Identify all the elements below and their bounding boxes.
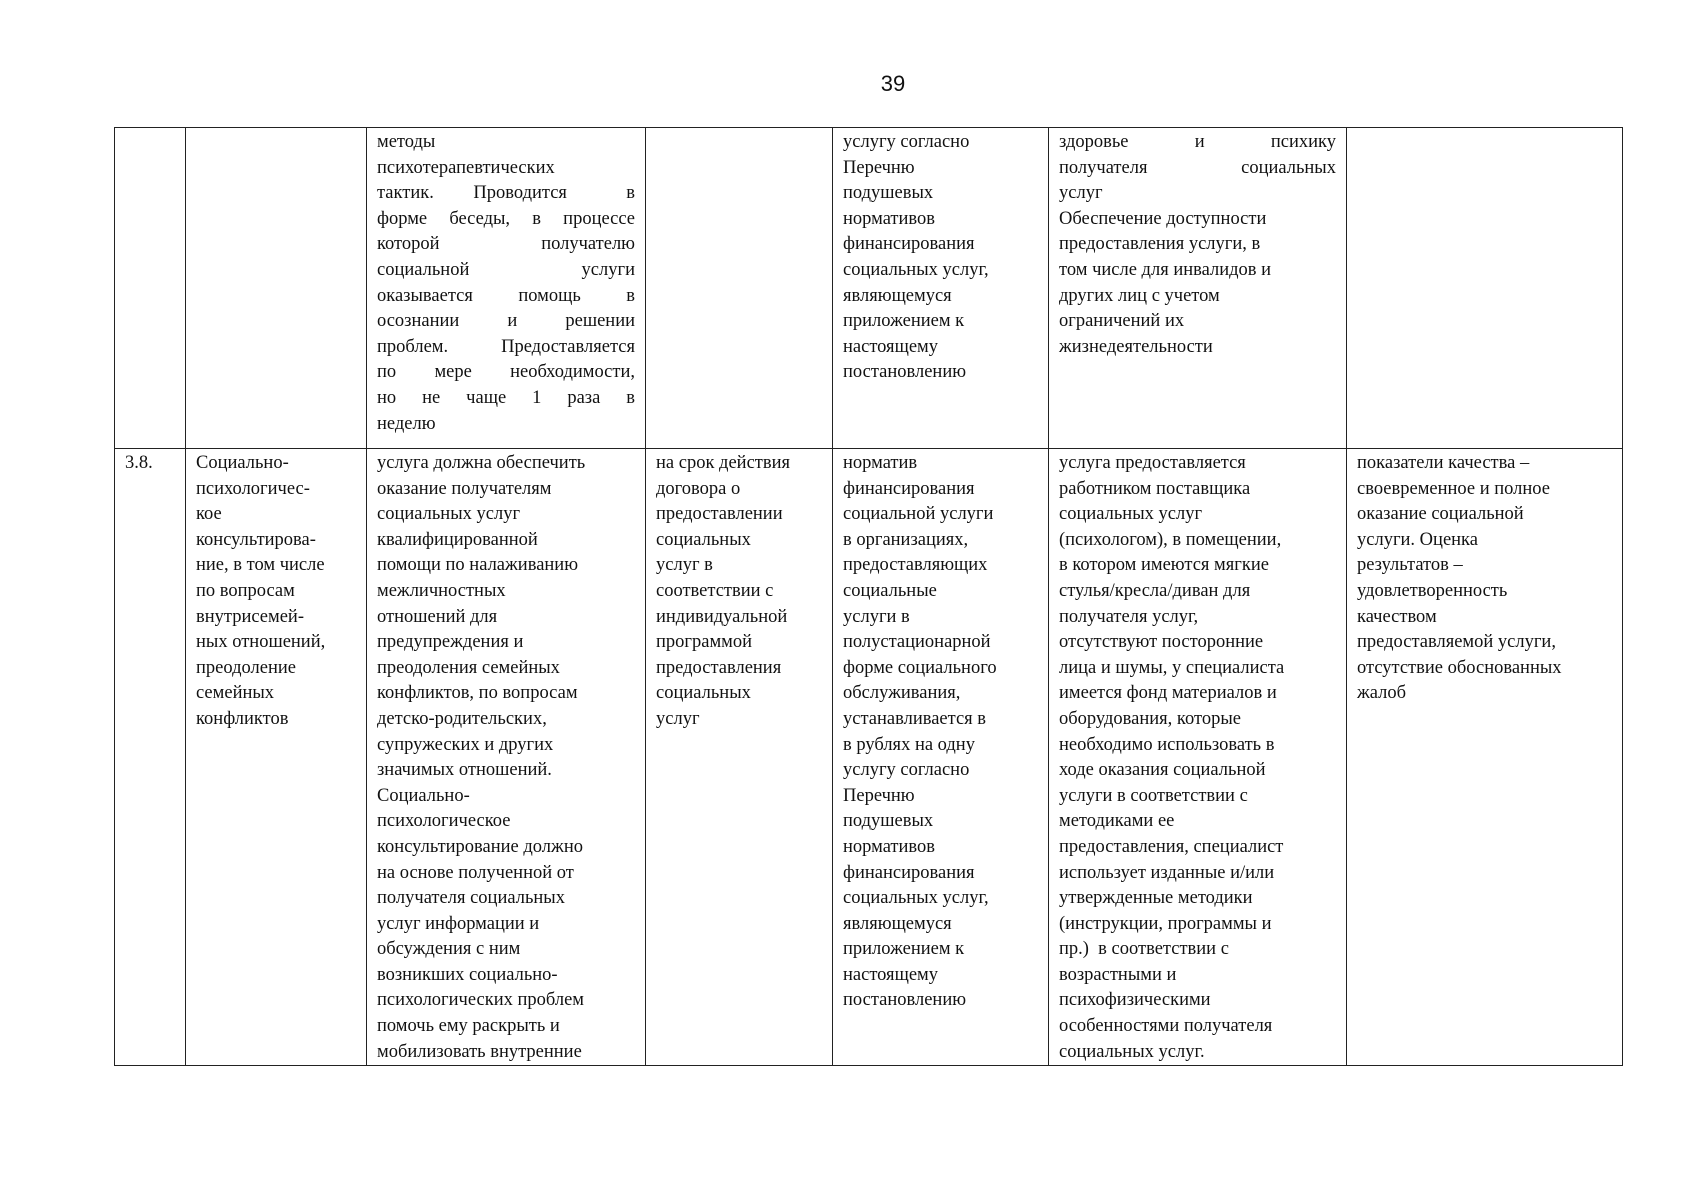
cell-text-line: работником поставщика (1059, 478, 1251, 499)
cell-text-line: приложением к (843, 939, 965, 960)
cell-text-line: особенностями получателя (1059, 1016, 1273, 1037)
cell-text-line: возникших социально- (377, 964, 558, 985)
cell-text-line: по мере необходимости, (377, 362, 635, 383)
cell-text-line: договора о (656, 478, 741, 499)
cell-text-line: социальных услуг. (1059, 1041, 1205, 1062)
cell-text-line: результатов – (1357, 555, 1463, 576)
cell-text-line: услуга должна обеспечить (377, 453, 586, 473)
cell-text-line: которой получателю (377, 234, 635, 255)
cell-text-line: программой (656, 632, 753, 653)
table-row (115, 449, 1623, 1066)
cell-text-line: получателя социальных (1059, 157, 1336, 178)
cell-text-line: предоставлении (656, 504, 783, 525)
cell-text-line: форме беседы, в процессе (377, 208, 635, 229)
service-name-cell (186, 128, 367, 449)
cell-text-line: квалифицированной (377, 529, 538, 550)
cell-text-line: показатели качества – (1357, 453, 1530, 473)
cell-text-line: стулья/кресла/диван для (1059, 580, 1251, 601)
cell-text-line: финансирования (843, 234, 975, 255)
cell-text-line: внутрисемей- (196, 606, 304, 627)
cell-text-line: обсуждения с ним (377, 939, 521, 960)
row-number-cell: 3.8. (115, 449, 186, 1066)
cell-text-line: оказание социальной (1357, 504, 1524, 525)
cell-text-line: устанавливается в (843, 708, 987, 729)
cell-text-line: (инструкции, программы и (1059, 913, 1272, 934)
cell-text-line: услуг информации и (377, 913, 540, 934)
row-number-cell (115, 128, 186, 449)
cell-text-line: подушевых (843, 183, 934, 204)
cell-text-line: (психологом), в помещении, (1059, 529, 1282, 550)
cell-text-line: удовлетворенность (1357, 580, 1508, 601)
cell-text-line: кое (196, 504, 222, 525)
cell-text-line: подушевых (843, 811, 934, 832)
cell-text-line: соответствии с (656, 580, 774, 601)
cell-text-line: форме социального (843, 657, 997, 678)
funding-norm-cell (833, 449, 1049, 1066)
cell-text-line: возрастными и (1059, 964, 1177, 985)
cell-text-line: супружеских и других (377, 734, 554, 755)
cell-text-line: социальных (656, 683, 751, 704)
cell-text-line: социальной услуги (377, 259, 635, 280)
cell-text-line: предоставляющих (843, 555, 988, 576)
cell-text-line: в котором имеются мягкие (1059, 555, 1269, 576)
cell-text-line: детско-родительских, (377, 708, 547, 729)
cell-text-line: нормативов (843, 836, 936, 857)
cell-text-line: неделю (377, 413, 436, 434)
cell-text-line: помощи по налаживанию (377, 555, 579, 576)
service-name-cell (186, 449, 367, 1066)
cell-text-line: жизнедеятельности (1059, 336, 1213, 357)
service-description-cell (367, 128, 646, 449)
cell-text-line: финансирования (843, 862, 975, 883)
cell-text-line: жалоб (1357, 683, 1407, 704)
cell-text-line: социальных услуг, (843, 259, 989, 280)
cell-text-line: норматив (843, 453, 918, 473)
cell-text-line: пр.) в соответствии с (1059, 939, 1229, 960)
cell-text-line: Социально- (377, 785, 470, 806)
cell-text-line: использует изданные и/или (1059, 862, 1275, 883)
cell-text-line: Социально- (196, 453, 289, 473)
cell-text-line: но не чаще 1 раза в (377, 387, 635, 408)
cell-text-line: являющемуся (843, 913, 952, 934)
cell-text-line: лица и шумы, у специалиста (1059, 657, 1285, 678)
cell-text-line: по вопросам (196, 580, 295, 601)
cell-text-line: Обеспечение доступности (1059, 208, 1267, 229)
cell-text-line: отсутствие обоснованных (1357, 657, 1562, 678)
cell-text-line: предупреждения и (377, 632, 524, 653)
cell-text-line: услугу согласно (843, 132, 970, 152)
cell-text-line: в рублях на одну (843, 734, 975, 755)
cell-text-line: имеется фонд материалов и (1059, 683, 1277, 704)
table-row (115, 128, 1623, 449)
cell-text-line: на основе полученной от (377, 862, 574, 883)
cell-text-line: конфликтов, по вопросам (377, 683, 578, 704)
cell-text-line: финансирования (843, 478, 975, 499)
cell-text-line: помочь ему раскрыть и (377, 1016, 560, 1037)
cell-text-line: социальных услуг (1059, 504, 1203, 525)
cell-text-line: услуг в (656, 555, 713, 576)
cell-text-line: консультирование должно (377, 836, 583, 857)
cell-text-line: настоящему (843, 336, 938, 357)
cell-text-line: в организациях, (843, 529, 969, 550)
cell-text-line: преодоление (196, 657, 296, 678)
cell-text-line: значимых отношений. (377, 760, 552, 781)
cell-text-line: том числе для инвалидов и (1059, 259, 1272, 280)
cell-text-line: постановлению (843, 362, 967, 383)
cell-text-line: на срок действия (656, 453, 791, 473)
cell-text-line: социальных услуг (377, 504, 521, 525)
quality-indicators-cell (1347, 449, 1623, 1066)
cell-text-line: проблем. Предоставляется (377, 336, 635, 357)
cell-text-line: Перечню (843, 785, 915, 806)
cell-text-line: индивидуальной (656, 606, 788, 627)
cell-text-line: оборудования, которые (1059, 708, 1241, 729)
cell-text-line: тактик. Проводится в (377, 183, 635, 204)
cell-text-line: ограничений их (1059, 311, 1185, 332)
cell-text-line: здоровье и психику (1059, 132, 1336, 152)
cell-text-line: необходимо использовать в (1059, 734, 1275, 755)
cell-text-line: ние, в том числе (196, 555, 325, 576)
cell-text-line: постановлению (843, 990, 967, 1011)
quality-indicators-cell (1347, 128, 1623, 449)
cell-text-line: мобилизовать внутренние (377, 1041, 582, 1062)
cell-text-line: социальных (656, 529, 751, 550)
cell-text-line: услуги в соответствии с (1059, 785, 1248, 806)
cell-text-line: услуги. Оценка (1357, 529, 1478, 550)
service-term-cell (646, 449, 833, 1066)
cell-text-line: получателя социальных (377, 888, 565, 909)
cell-text-line: услугу согласно (843, 760, 970, 781)
cell-text-line: ходе оказания социальной (1059, 760, 1266, 781)
cell-text-line: своевременное и полное (1357, 478, 1550, 499)
cell-text-line: межличностных (377, 580, 506, 601)
cell-text-line: предоставления услуги, в (1059, 234, 1261, 255)
cell-text-line: других лиц с учетом (1059, 285, 1220, 306)
cell-text-line: психологическое (377, 811, 511, 832)
cell-text-line: качеством (1357, 606, 1437, 627)
cell-text-line: нормативов (843, 208, 936, 229)
service-conditions-cell (1049, 449, 1347, 1066)
cell-text-line: полустационарной (843, 632, 991, 653)
cell-text-line: психологичес- (196, 478, 310, 499)
cell-text-line: утвержденные методики (1059, 888, 1253, 909)
cell-text-line: приложением к (843, 311, 965, 332)
cell-text-line: услуг (1059, 183, 1103, 204)
funding-norm-cell (833, 128, 1049, 449)
cell-text-line: оказание получателям (377, 478, 552, 499)
cell-text-line: предоставления, специалист (1059, 836, 1284, 857)
cell-text-line: социальные (843, 580, 937, 601)
cell-text-line: настоящему (843, 964, 938, 985)
cell-text-line: обслуживания, (843, 683, 961, 704)
cell-text-line: услуг (656, 708, 700, 729)
cell-text-line: Перечню (843, 157, 915, 178)
cell-text-line: осознании и решении (377, 311, 635, 332)
cell-text-line: отношений для (377, 606, 498, 627)
cell-text-line: отсутствуют посторонние (1059, 632, 1264, 653)
cell-text-line: являющемуся (843, 285, 952, 306)
cell-text-line: методиками ее (1059, 811, 1175, 832)
cell-text-line: получателя услуг, (1059, 606, 1199, 627)
service-description-cell (367, 449, 646, 1066)
services-table (114, 127, 1623, 1066)
cell-text-line: конфликтов (196, 708, 289, 729)
cell-text-line: семейных (196, 683, 275, 704)
cell-text-line: предоставления (656, 657, 782, 678)
cell-text-line: социальной услуги (843, 504, 994, 525)
service-term-cell (646, 128, 833, 449)
cell-text-line: психотерапевтических (377, 157, 555, 178)
cell-text-line: оказывается помощь в (377, 285, 635, 306)
cell-text-line: услуга предоставляется (1059, 453, 1246, 473)
cell-text-line: психофизическими (1059, 990, 1211, 1011)
page-number: 39 (880, 71, 906, 96)
cell-text-line: консультирова- (196, 529, 316, 550)
cell-text-line: социальных услуг, (843, 888, 989, 909)
cell-text-line: методы (377, 132, 436, 152)
cell-text-line: ных отношений, (196, 632, 326, 653)
cell-text-line: услуги в (843, 606, 910, 627)
cell-text-line: предоставляемой услуги, (1357, 632, 1556, 653)
service-conditions-cell (1049, 128, 1347, 449)
cell-text-line: психологических проблем (377, 990, 584, 1011)
cell-text-line: преодоления семейных (377, 657, 560, 678)
